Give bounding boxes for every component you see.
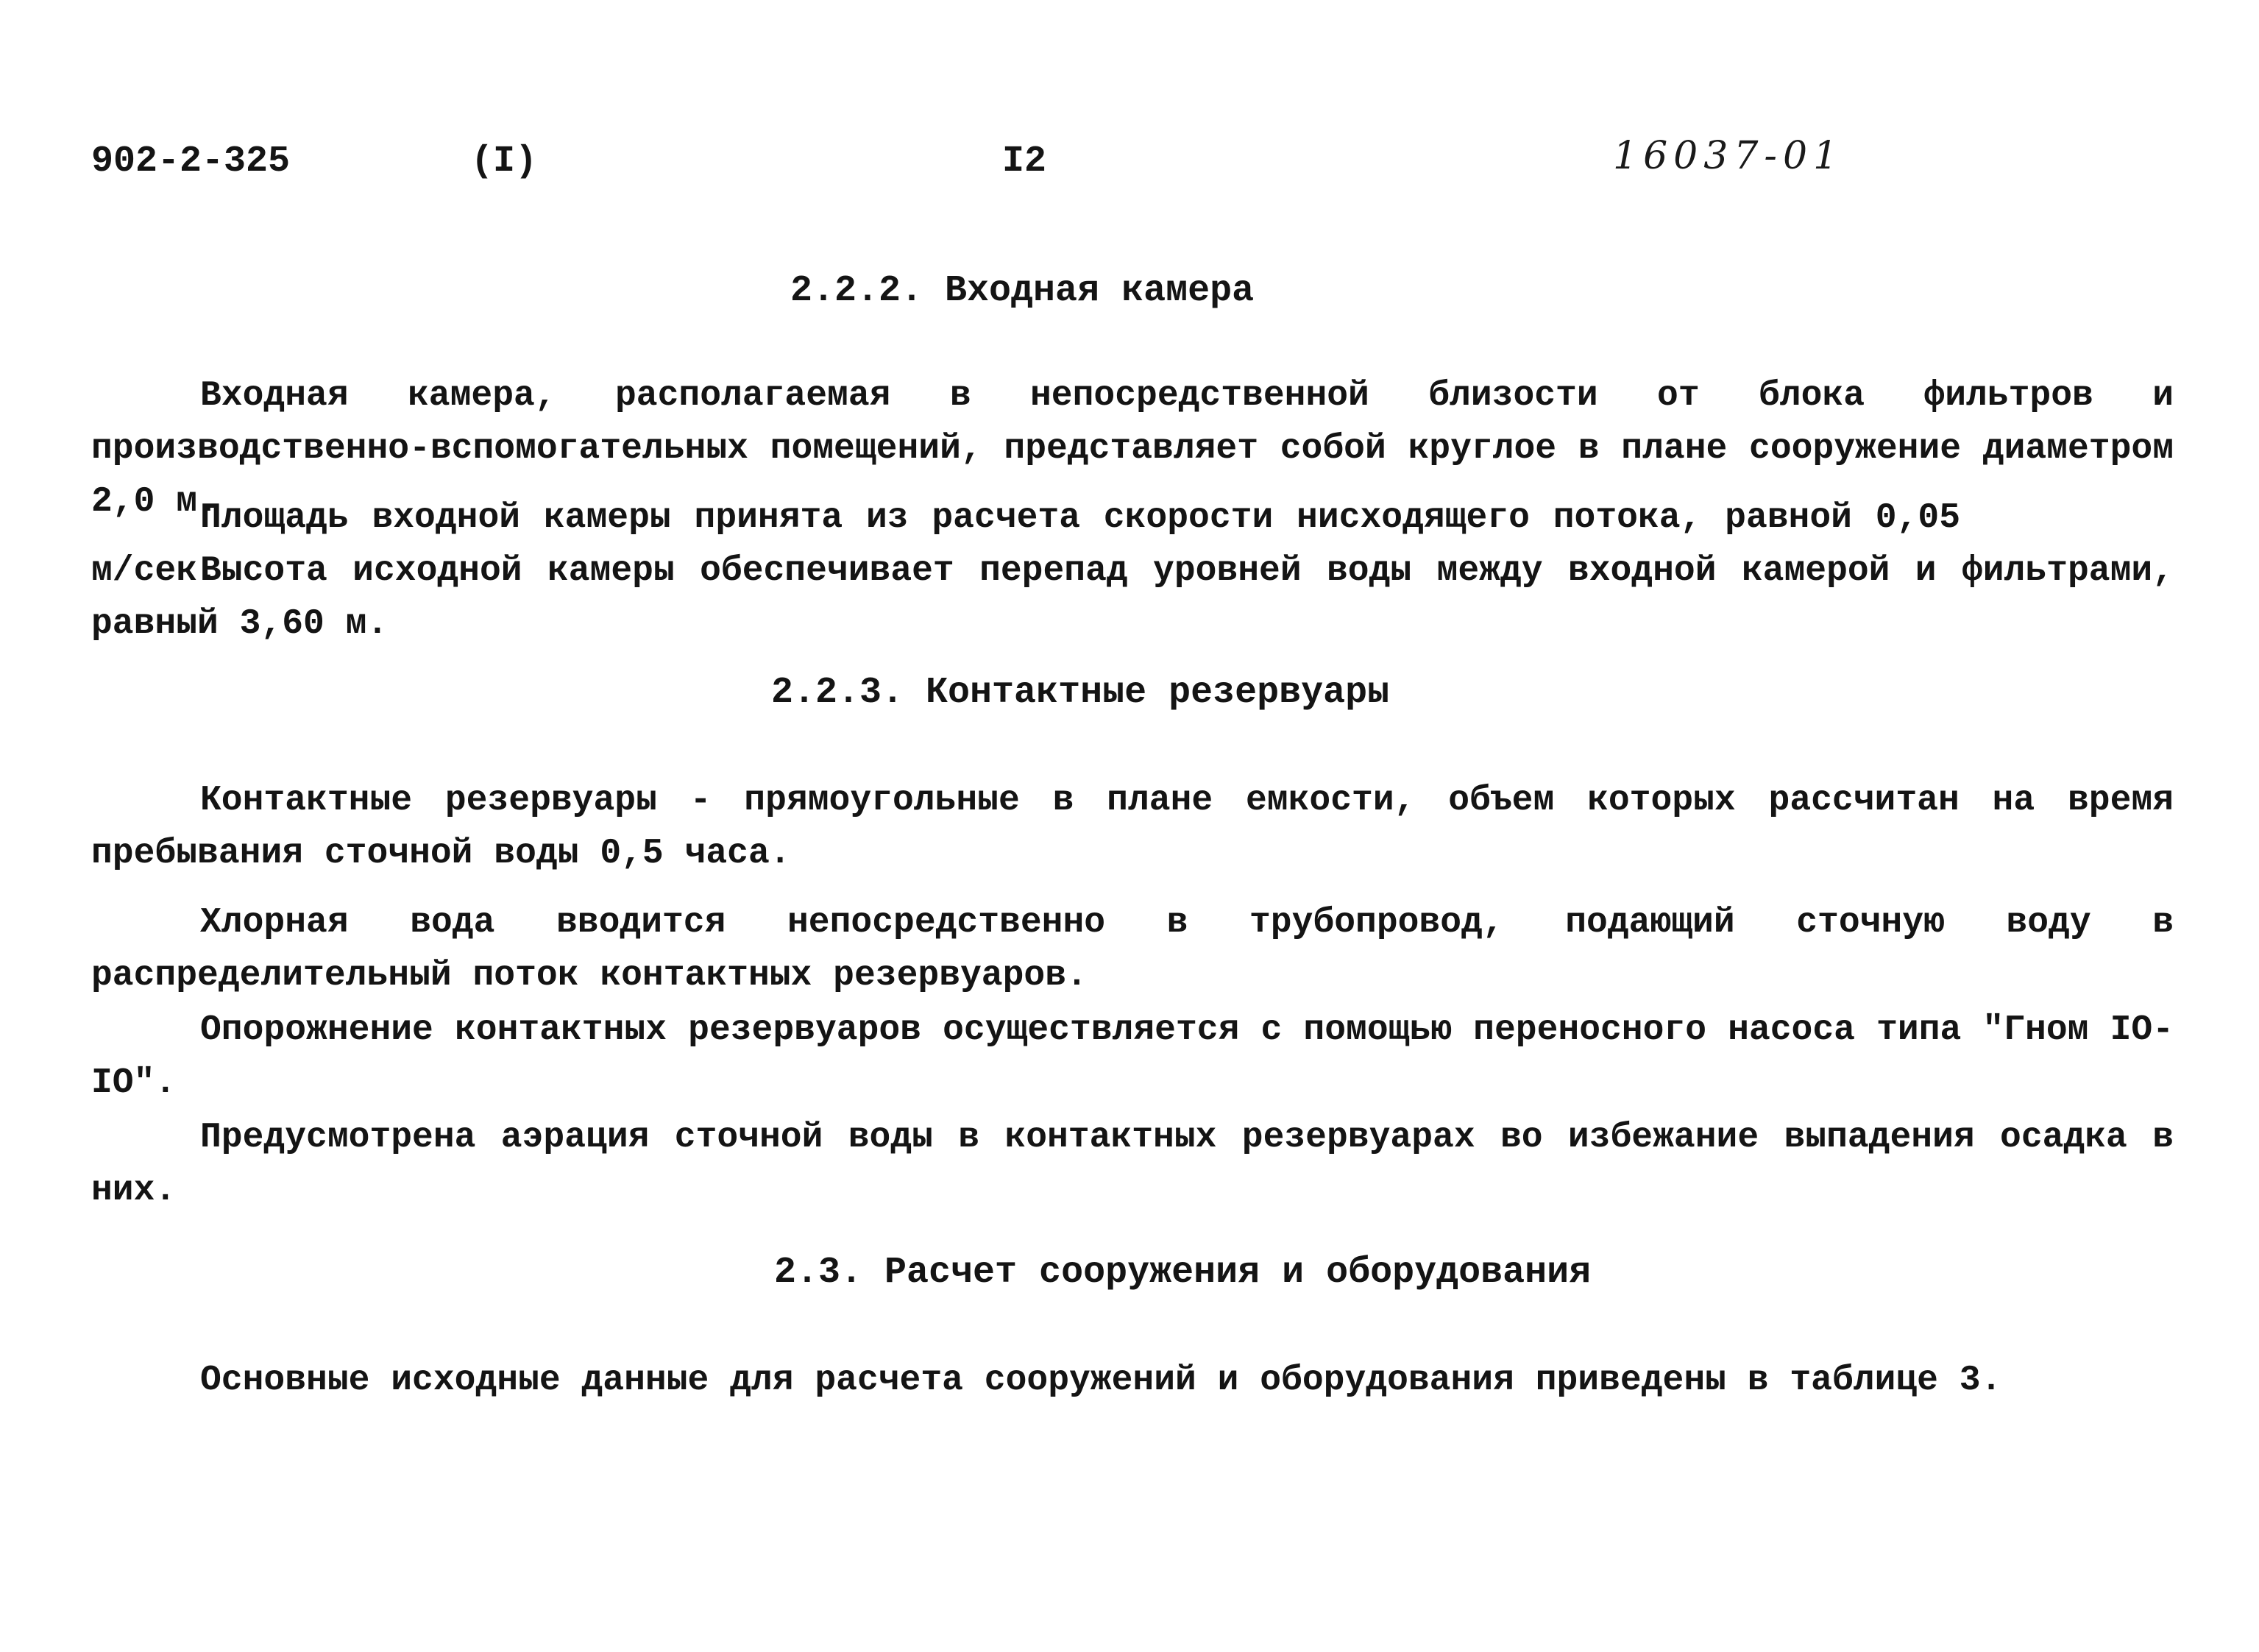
paragraph-contact-tanks-description: Контактные резервуары - прямоугольные в плане емкости, объем которых рассчитан на время пребывания сточной воды 0,5 часа. [91,781,2174,873]
document-code: 902-2-325 [91,141,291,182]
paragraph-inlet-chamber-area: Площадь входной камеры принята из расчета скорости нисходящего потока, равной 0,05 м/сек. [91,498,1960,591]
part-number: (I) [471,141,538,182]
section-heading-2-2-2: 2.2.2. Входная камера [790,270,1255,312]
paragraph-inlet-chamber-height: Высота исходной камеры обеспечивает перепад уровней воды между входной камерой и фильтрами, равный 3,60 м. [91,551,2174,644]
paragraph-aeration: Предусмотрена аэрация сточной воды в контактных резервуарах во избежание выпадения осадка в них. [91,1118,2174,1210]
handwritten-sheet-code: 16037-01 [1613,134,1844,178]
paragraph-inlet-chamber-description: Входная камера, располагаемая в непосредственной близости от блока фильтров и производственно-вспомогательных помещений, представляет собой круглое в плане сооружение диаметром 2,0 м. [91,376,2174,522]
paragraph-initial-data-reference: Основные исходные данные для расчета сооружений и оборудования приведены в таблице 3. [200,1361,2002,1400]
page-number: I2 [1002,141,1047,182]
paragraph-tank-emptying: Опорожнение контактных резервуаров осуществляется с помощью переносного насоса типа "Гном IO-IO". [91,1010,2174,1103]
section-heading-2-3: 2.3. Расчет сооружения и оборудования [774,1252,1592,1294]
paragraph-chlorine-water: Хлорная вода вводится непосредственно в трубопровод, подающий сточную воду в распределительный поток контактных резервуаров. [91,903,2174,996]
section-heading-2-2-3: 2.2.3. Контактные резервуары [771,672,1390,714]
